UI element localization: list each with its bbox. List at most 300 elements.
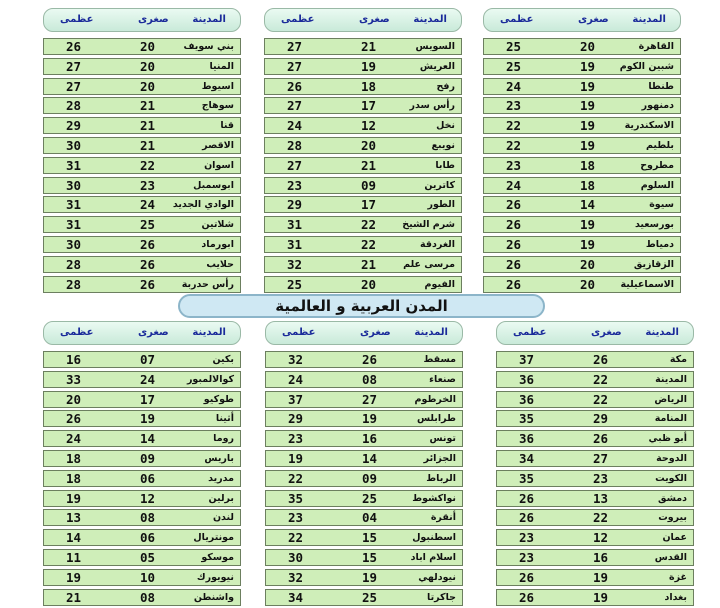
max-temp: 24 (66, 431, 82, 447)
table-row (483, 78, 681, 95)
min-temp: 21 (361, 157, 377, 173)
table-row (483, 97, 681, 114)
table-row (483, 177, 681, 194)
table-header (496, 321, 694, 345)
min-temp: 20 (140, 78, 156, 94)
table-row (43, 236, 241, 253)
city-name: طنطا (648, 80, 674, 92)
min-temp: 20 (361, 276, 377, 292)
city-name: اسلام اباد (410, 552, 456, 563)
max-temp: 24 (287, 118, 303, 134)
city-name: دمياط (645, 239, 674, 250)
city-name: الاقصر (202, 140, 234, 151)
max-temp: 28 (66, 276, 82, 292)
min-temp: 09 (362, 470, 378, 486)
city-name: مكة (669, 354, 687, 365)
table-row (483, 58, 681, 75)
max-temp: 27 (287, 39, 303, 54)
city-name: بني سويف (183, 41, 234, 52)
city-name: أبو ظبي (648, 433, 687, 445)
max-temp: 32 (288, 569, 304, 585)
max-temp: 34 (519, 451, 535, 466)
table-row (265, 490, 463, 507)
min-temp: 27 (593, 451, 609, 466)
city-name: اسيوط (201, 80, 234, 92)
min-temp: 26 (140, 237, 156, 252)
table-row (496, 569, 694, 586)
city-name: بيروت (658, 512, 687, 524)
min-temp: 27 (362, 391, 378, 407)
max-temp: 31 (287, 217, 303, 233)
table-row (264, 216, 462, 233)
min-temp: 07 (140, 352, 156, 367)
min-temp: 29 (593, 411, 609, 427)
table-row (43, 470, 241, 487)
max-temp: 23 (519, 550, 535, 565)
table-row (496, 509, 694, 526)
min-temp: 18 (580, 177, 596, 193)
min-temp: 20 (140, 58, 156, 74)
header-min: صغرى (359, 14, 390, 25)
min-temp: 10 (140, 569, 156, 585)
city-name: ابورماد (201, 239, 234, 250)
city-name: العريش (419, 60, 455, 72)
city-name: قنا (220, 120, 234, 132)
min-temp: 20 (140, 39, 156, 54)
min-temp: 08 (140, 510, 156, 526)
table-row (264, 177, 462, 194)
max-temp: 31 (66, 157, 82, 173)
max-temp: 25 (506, 39, 522, 54)
bottom_tables-table-1 (496, 321, 694, 608)
max-temp: 31 (66, 197, 82, 213)
table-row (264, 58, 462, 75)
max-temp: 26 (506, 197, 522, 213)
max-temp: 26 (506, 276, 522, 292)
table-row (496, 430, 694, 447)
table-row (43, 351, 241, 368)
min-temp: 25 (362, 589, 378, 605)
table-row (264, 276, 462, 293)
header-min: صغرى (360, 327, 391, 338)
table-row (264, 117, 462, 134)
max-temp: 22 (288, 470, 304, 486)
city-name: نيويورك (196, 571, 234, 583)
max-temp: 27 (287, 58, 303, 74)
city-name: أنقرة (430, 512, 456, 524)
city-name: اسوان (204, 159, 234, 171)
city-name: بورسعيد (634, 219, 674, 231)
city-name: الوادي الجديد (172, 199, 234, 211)
city-name: الفيوم (424, 278, 455, 290)
table-row (265, 371, 463, 388)
table-row (483, 256, 681, 273)
max-temp: 22 (506, 138, 522, 153)
max-temp: 24 (288, 371, 304, 387)
city-name: روما (213, 433, 234, 445)
header-city: المدينة (414, 327, 448, 338)
table-row (43, 509, 241, 526)
city-name: مدريد (208, 472, 234, 484)
min-temp: 04 (362, 510, 378, 526)
min-temp: 09 (140, 451, 156, 466)
city-name: الرباط (426, 472, 456, 484)
table-header (483, 8, 681, 32)
table-row (43, 58, 241, 75)
city-name: القاهرة (638, 41, 674, 52)
max-temp: 26 (519, 510, 535, 526)
max-temp: 23 (288, 510, 304, 526)
min-temp: 17 (140, 391, 156, 407)
city-name: واشنطن (193, 591, 234, 603)
max-temp: 33 (66, 371, 82, 387)
min-temp: 19 (593, 569, 609, 585)
max-temp: 36 (519, 371, 535, 387)
table-row (43, 450, 241, 467)
min-temp: 19 (361, 58, 377, 74)
table-row (483, 117, 681, 134)
min-temp: 19 (362, 411, 378, 427)
max-temp: 28 (287, 138, 303, 153)
city-name: نواكشوط (412, 492, 456, 504)
min-temp: 16 (362, 431, 378, 447)
city-name: مسقط (423, 354, 456, 365)
min-temp: 22 (361, 237, 377, 252)
max-temp: 23 (287, 177, 303, 193)
table-row (265, 351, 463, 368)
min-temp: 25 (362, 490, 378, 506)
min-temp: 15 (362, 530, 378, 546)
min-temp: 21 (361, 256, 377, 272)
max-temp: 24 (506, 78, 522, 94)
table-header (265, 321, 463, 345)
table-row (43, 38, 241, 55)
table-row (483, 196, 681, 213)
max-temp: 23 (519, 530, 535, 546)
max-temp: 26 (519, 589, 535, 605)
table-row (265, 569, 463, 586)
min-temp: 12 (361, 118, 377, 134)
bottom_tables-table-3 (43, 321, 241, 608)
min-temp: 16 (593, 550, 609, 565)
header-max: عظمى (500, 14, 534, 25)
header-min: صغرى (578, 14, 609, 25)
city-name: الاسماعيلية (620, 278, 674, 290)
city-name: شلاتين (201, 219, 234, 231)
max-temp: 37 (288, 391, 304, 407)
max-temp: 26 (506, 256, 522, 272)
table-row (265, 410, 463, 427)
max-temp: 19 (66, 569, 82, 585)
min-temp: 24 (140, 197, 156, 213)
city-name: نيودلهي (418, 571, 456, 583)
min-temp: 22 (593, 391, 609, 407)
min-temp: 14 (580, 197, 596, 213)
min-temp: 20 (361, 138, 377, 153)
max-temp: 37 (519, 352, 535, 367)
table-row (43, 78, 241, 95)
city-name: الدوحة (656, 453, 687, 464)
min-temp: 13 (593, 490, 609, 506)
min-temp: 12 (140, 490, 156, 506)
city-name: رأس حدربة (181, 278, 234, 290)
table-row (496, 490, 694, 507)
min-temp: 21 (361, 39, 377, 54)
max-temp: 30 (66, 237, 82, 252)
city-name: المنامة (654, 413, 687, 425)
city-name: شرم الشيخ (402, 219, 455, 231)
min-temp: 15 (362, 550, 378, 565)
header-min: صغرى (138, 14, 169, 25)
max-temp: 29 (66, 118, 82, 134)
header-max: عظمى (281, 14, 315, 25)
header-city: المدينة (645, 327, 679, 338)
table-row (43, 137, 241, 154)
city-name: مونتريال (193, 532, 234, 544)
min-temp: 23 (593, 470, 609, 486)
table-row (43, 589, 241, 606)
min-temp: 19 (580, 237, 596, 252)
min-temp: 17 (361, 98, 377, 114)
max-temp: 28 (66, 256, 82, 272)
min-temp: 19 (580, 78, 596, 94)
table-row (496, 529, 694, 546)
max-temp: 18 (66, 451, 82, 466)
city-name: الغردقة (420, 239, 455, 250)
city-name: القدس (654, 552, 687, 563)
table-row (265, 509, 463, 526)
header-max: عظمى (60, 14, 94, 25)
table-row (43, 216, 241, 233)
table-row (43, 490, 241, 507)
header-city: المدينة (192, 14, 226, 25)
city-name: نخل (436, 120, 455, 132)
min-temp: 22 (140, 157, 156, 173)
city-name: الجزائر (423, 453, 456, 464)
min-temp: 18 (361, 78, 377, 94)
max-temp: 30 (66, 138, 82, 153)
city-name: اسطنبول (412, 532, 456, 544)
table-row (483, 236, 681, 253)
table-row (43, 410, 241, 427)
header-min: صغرى (591, 327, 622, 338)
max-temp: 26 (287, 78, 303, 94)
max-temp: 34 (288, 589, 304, 605)
table-row (43, 430, 241, 447)
table-row (483, 216, 681, 233)
city-name: عمان (662, 532, 687, 544)
table-row (43, 569, 241, 586)
min-temp: 06 (140, 530, 156, 546)
table-row (43, 371, 241, 388)
header-max: عظمى (282, 327, 316, 338)
max-temp: 32 (287, 256, 303, 272)
city-name: أثينا (215, 413, 234, 425)
min-temp: 19 (580, 98, 596, 114)
header-min: صغرى (138, 327, 169, 338)
table-row (483, 157, 681, 174)
table-row (265, 470, 463, 487)
max-temp: 26 (506, 237, 522, 252)
table-row (496, 549, 694, 566)
city-name: دمشق (658, 492, 687, 504)
min-temp: 19 (580, 118, 596, 134)
min-temp: 21 (140, 98, 156, 114)
city-name: بكين (212, 354, 234, 365)
max-temp: 35 (288, 490, 304, 506)
table-row (265, 430, 463, 447)
city-name: طرابلس (417, 413, 456, 425)
table-row (43, 276, 241, 293)
city-name: رفح (436, 80, 455, 92)
table-row (43, 97, 241, 114)
min-temp: 19 (140, 411, 156, 427)
table-row (265, 529, 463, 546)
city-name: برلين (208, 492, 234, 504)
city-name: موسكو (201, 552, 234, 563)
max-temp: 23 (506, 157, 522, 173)
table-row (43, 157, 241, 174)
max-temp: 27 (66, 58, 82, 74)
min-temp: 26 (593, 352, 609, 367)
max-temp: 14 (66, 530, 82, 546)
table-row (43, 117, 241, 134)
max-temp: 26 (519, 490, 535, 506)
min-temp: 22 (361, 217, 377, 233)
city-name: صنعاء (429, 373, 456, 385)
top_tables-table-1 (483, 8, 681, 295)
city-name: السويس (415, 41, 455, 52)
city-name: الخرطوم (414, 393, 456, 405)
max-temp: 29 (288, 411, 304, 427)
city-name: بلطيم (645, 140, 674, 151)
min-temp: 24 (140, 371, 156, 387)
min-temp: 26 (140, 256, 156, 272)
city-name: بغداد (664, 591, 687, 603)
header-max: عظمى (513, 327, 547, 338)
max-temp: 26 (506, 217, 522, 233)
min-temp: 06 (140, 470, 156, 486)
max-temp: 25 (287, 276, 303, 292)
max-temp: 11 (66, 550, 82, 565)
min-temp: 08 (140, 589, 156, 605)
city-name: المنيا (209, 60, 234, 72)
max-temp: 27 (287, 157, 303, 173)
city-name: غزة (668, 571, 687, 583)
table-row (496, 450, 694, 467)
max-temp: 30 (66, 177, 82, 193)
max-temp: 25 (506, 58, 522, 74)
min-temp: 14 (362, 451, 378, 466)
header-city: المدينة (413, 14, 447, 25)
table-row (43, 177, 241, 194)
city-name: سيوة (649, 199, 674, 211)
table-row (483, 38, 681, 55)
max-temp: 23 (506, 98, 522, 114)
city-name: رأس سدر (409, 100, 455, 112)
min-temp: 19 (593, 589, 609, 605)
table-row (43, 196, 241, 213)
table-row (483, 276, 681, 293)
min-temp: 23 (140, 177, 156, 193)
header-city: المدينة (192, 327, 226, 338)
max-temp: 21 (66, 589, 82, 605)
banner-title: المدن العربية و العالمية (178, 294, 545, 318)
min-temp: 19 (580, 58, 596, 74)
max-temp: 23 (288, 431, 304, 447)
min-temp: 19 (580, 217, 596, 233)
top_tables-table-2 (264, 8, 462, 295)
city-name: طوكيو (203, 393, 234, 405)
min-temp: 19 (362, 569, 378, 585)
table-row (496, 589, 694, 606)
max-temp: 29 (287, 197, 303, 213)
min-temp: 21 (140, 138, 156, 153)
max-temp: 27 (66, 78, 82, 94)
table-row (496, 371, 694, 388)
max-temp: 18 (66, 470, 82, 486)
city-name: الكويت (655, 472, 687, 484)
max-temp: 32 (288, 352, 304, 367)
max-temp: 28 (66, 98, 82, 114)
top_tables-table-3 (43, 8, 241, 295)
max-temp: 26 (66, 39, 82, 54)
min-temp: 26 (140, 276, 156, 292)
max-temp: 35 (519, 411, 535, 427)
max-temp: 22 (506, 118, 522, 134)
max-temp: 16 (66, 352, 82, 367)
table-header (43, 8, 241, 32)
city-name: تونس (429, 433, 456, 445)
city-name: الزقازيق (633, 258, 674, 270)
max-temp: 22 (288, 530, 304, 546)
city-name: طابا (435, 159, 455, 171)
table-header (43, 321, 241, 345)
city-name: مطروح (640, 159, 674, 171)
city-name: الاسكندرية (624, 120, 674, 132)
table-row (264, 97, 462, 114)
table-row (264, 157, 462, 174)
min-temp: 26 (362, 352, 378, 367)
min-temp: 26 (593, 431, 609, 447)
min-temp: 20 (580, 39, 596, 54)
header-max: عظمى (60, 327, 94, 338)
max-temp: 26 (66, 411, 82, 427)
max-temp: 27 (287, 98, 303, 114)
table-row (43, 391, 241, 408)
min-temp: 22 (593, 371, 609, 387)
table-row (264, 196, 462, 213)
max-temp: 30 (288, 550, 304, 565)
table-row (43, 529, 241, 546)
min-temp: 25 (140, 217, 156, 233)
city-name: مرسى علم (403, 258, 455, 270)
table-row (264, 256, 462, 273)
min-temp: 20 (580, 276, 596, 292)
max-temp: 13 (66, 510, 82, 526)
min-temp: 18 (580, 157, 596, 173)
max-temp: 35 (519, 470, 535, 486)
max-temp: 20 (66, 391, 82, 407)
table-row (264, 236, 462, 253)
max-temp: 26 (519, 569, 535, 585)
max-temp: 36 (519, 431, 535, 447)
min-temp: 17 (361, 197, 377, 213)
min-temp: 20 (580, 256, 596, 272)
table-row (496, 351, 694, 368)
table-row (264, 38, 462, 55)
table-header (264, 8, 462, 32)
